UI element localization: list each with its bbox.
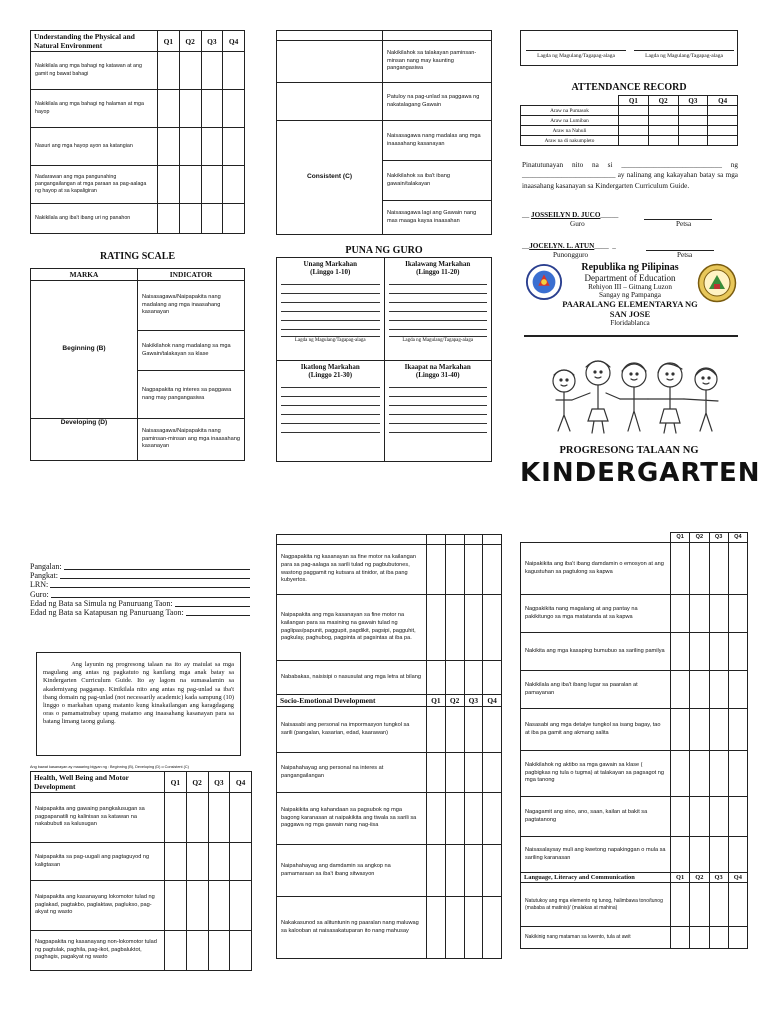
grade-cell[interactable] bbox=[728, 709, 747, 751]
department-text: Department of Education bbox=[584, 273, 676, 283]
attendance-cell[interactable] bbox=[648, 116, 678, 126]
understanding-title: Understanding the Physical and Natural Environment bbox=[31, 31, 158, 52]
indicator-text: Nakakasunod sa alituntunin ng paaralan nang maluwag sa kalooban at naisasakatuparan ito nang mahusay bbox=[277, 897, 427, 959]
quarter-header: Q2 bbox=[179, 31, 201, 52]
lrn-label: LRN: bbox=[30, 580, 49, 590]
teacher-field[interactable] bbox=[51, 590, 250, 598]
quarter-header: Q1 bbox=[158, 31, 180, 52]
grade-cell[interactable] bbox=[483, 545, 502, 595]
grade-cell[interactable] bbox=[483, 897, 502, 959]
grade-cell[interactable] bbox=[728, 797, 747, 837]
grade-cell[interactable] bbox=[690, 709, 709, 751]
student-info bbox=[30, 562, 250, 617]
teacher-date-line[interactable] bbox=[644, 211, 712, 220]
parent-signature-right[interactable]: Lagda ng Magulang/Tagapag-alaga bbox=[634, 35, 734, 59]
grade-cell[interactable] bbox=[690, 543, 709, 595]
puna-q2-weeks: (Linggo 11-20) bbox=[416, 268, 460, 277]
grade-cell[interactable] bbox=[223, 52, 245, 90]
teacher-name: JOSSEILYN D. JUCO bbox=[530, 211, 601, 219]
teacher-signer: __ JOSSEILYN D. JUCO_____ bbox=[522, 211, 619, 219]
grade-cell[interactable] bbox=[483, 661, 502, 695]
grade-cell[interactable] bbox=[230, 881, 252, 931]
grade-cell[interactable] bbox=[483, 707, 502, 753]
quarter-header: Q4 bbox=[728, 533, 747, 543]
quarter-header: Q4 bbox=[708, 96, 738, 106]
indicator-text: Nasasabi ang mga detalye tungkol sa isang bagay, tao at iba pa gamit ang akmang salita bbox=[521, 709, 671, 751]
puna-title: PUNA NG GURO bbox=[345, 245, 423, 256]
grade-cell[interactable] bbox=[223, 90, 245, 128]
grade-cell[interactable] bbox=[427, 897, 446, 959]
attendance-row-label: Araw na Nahuli bbox=[521, 126, 619, 136]
quarter-header: Q2 bbox=[445, 695, 464, 707]
grade-cell[interactable] bbox=[671, 595, 690, 633]
grade-cell[interactable] bbox=[709, 595, 728, 633]
quarter-header: Q4 bbox=[223, 31, 245, 52]
grade-cell[interactable] bbox=[671, 927, 690, 949]
attendance-cell[interactable] bbox=[708, 136, 738, 146]
quarter-header: Q3 bbox=[678, 96, 708, 106]
grade-cell[interactable] bbox=[445, 845, 464, 897]
attendance-cell[interactable] bbox=[648, 126, 678, 136]
grade-cell[interactable] bbox=[445, 595, 464, 661]
grade-cell[interactable] bbox=[464, 897, 483, 959]
grade-cell[interactable] bbox=[179, 52, 201, 90]
indicator-text: Nakikilala ang iba't ibang lugar sa paaralan at pamayanan bbox=[521, 671, 671, 709]
quarter-header: Q2 bbox=[186, 772, 208, 793]
grade-cell[interactable] bbox=[464, 753, 483, 793]
grade-cell[interactable] bbox=[728, 543, 747, 595]
grade-cell[interactable] bbox=[445, 753, 464, 793]
puna-q4 bbox=[384, 361, 492, 462]
quarter-header: Q1 bbox=[619, 96, 649, 106]
puna-q1-weeks: (Linggo 1-10) bbox=[310, 268, 351, 277]
grade-cell[interactable] bbox=[201, 166, 223, 204]
attendance-cell[interactable] bbox=[619, 116, 649, 126]
grade-cell[interactable] bbox=[709, 633, 728, 671]
motor-socio-table bbox=[276, 534, 502, 959]
grade-cell[interactable] bbox=[483, 595, 502, 661]
attendance-cell[interactable] bbox=[708, 116, 738, 126]
grade-cell[interactable] bbox=[445, 707, 464, 753]
grade-cell[interactable] bbox=[464, 845, 483, 897]
grade-cell[interactable] bbox=[158, 166, 180, 204]
grade-cell[interactable] bbox=[690, 837, 709, 873]
end-age-label: Edad ng Bata sa Katapusan ng Panuruang Taon: bbox=[30, 607, 184, 617]
indicator-text: Nakikilahok sa iba't ibang gawain/talakayan bbox=[383, 161, 492, 201]
grade-cell[interactable] bbox=[728, 595, 747, 633]
deped-seal-logo bbox=[525, 263, 563, 301]
grade-cell[interactable] bbox=[709, 543, 728, 595]
grade-cell[interactable] bbox=[728, 837, 747, 873]
grade-cell[interactable] bbox=[445, 661, 464, 695]
grade-cell[interactable] bbox=[201, 90, 223, 128]
attendance-cell[interactable] bbox=[678, 126, 708, 136]
grade-cell[interactable] bbox=[427, 595, 446, 661]
principal-signer: __JOCELYN. L. ATUN____ _ bbox=[522, 242, 616, 250]
grade-cell[interactable] bbox=[165, 931, 187, 971]
grade-cell[interactable] bbox=[671, 837, 690, 873]
grade-cell[interactable] bbox=[671, 709, 690, 751]
attendance-cell[interactable] bbox=[678, 136, 708, 146]
puna-table bbox=[276, 257, 492, 462]
grade-cell[interactable] bbox=[709, 837, 728, 873]
grade-cell[interactable] bbox=[671, 543, 690, 595]
attendance-row-label: Araw na Lumiban bbox=[521, 116, 619, 126]
indicator-text: Nagpapakita ng kasanayang non-lokomotor tulad ng pagtulak, paghila, pag-ikot, pagbaluktot, paghagis, pagakyat ng wasto bbox=[31, 931, 165, 971]
puna-q1 bbox=[277, 258, 385, 361]
grade-cell[interactable] bbox=[427, 793, 446, 845]
grade-cell[interactable] bbox=[165, 793, 187, 843]
grade-cell[interactable] bbox=[427, 707, 446, 753]
grade-cell[interactable] bbox=[179, 128, 201, 166]
children-illustration bbox=[546, 345, 726, 435]
developing-label: Developing (D) bbox=[31, 419, 138, 461]
indicator-text: Naipahahayag ang personal na interes at pangangailangan bbox=[277, 753, 427, 793]
name-field[interactable] bbox=[64, 562, 250, 570]
quarter-header: Q4 bbox=[728, 873, 747, 883]
quarter-header: Q3 bbox=[709, 873, 728, 883]
puna-q3 bbox=[277, 361, 385, 462]
grade-cell[interactable] bbox=[671, 633, 690, 671]
grade-cell[interactable] bbox=[427, 661, 446, 695]
grade-cell[interactable] bbox=[186, 881, 208, 931]
socio-language-table bbox=[520, 532, 748, 949]
indicator-text: Nagagamit ang sino, ano, saan, kailan at bakit sa pagtatanong bbox=[521, 797, 671, 837]
quarter-header: Q4 bbox=[230, 772, 252, 793]
principal-role: Punongguro bbox=[553, 251, 589, 259]
grade-cell[interactable] bbox=[223, 128, 245, 166]
socio-title: Socio-Emotional Development bbox=[277, 695, 427, 707]
grade-cell[interactable] bbox=[158, 204, 180, 234]
end-age-field[interactable] bbox=[186, 608, 250, 616]
grade-cell[interactable] bbox=[690, 927, 709, 949]
division-text: Sangay ng Pampanga bbox=[599, 291, 661, 299]
puna-q2 bbox=[384, 258, 492, 361]
region-text: Rehiyon III – Gitnang Luzon bbox=[588, 283, 672, 291]
indicator-text: Naipapakita ang mga kasanayan sa fine motor na kailangan para sa masining na gawain tulad ng paglipas/papunit, paggupit, pagdikit, pagsipi, pagguhit, pagkulay, paghubog, pagpinta at pagsintas at iba pa. bbox=[277, 595, 427, 661]
puna-q4-weeks: (Linggo 31-40) bbox=[415, 371, 460, 380]
school-seal-logo bbox=[697, 263, 737, 303]
indicator-text: Naisasalaysay muli ang kwetong napakinggan o mula sa sariling karanasan bbox=[521, 837, 671, 873]
quarter-header: Q3 bbox=[709, 533, 728, 543]
grade-cell[interactable] bbox=[179, 90, 201, 128]
quarter-header: Q1 bbox=[671, 533, 690, 543]
date-label: Petsa bbox=[677, 251, 693, 259]
attendance-cell[interactable] bbox=[648, 106, 678, 116]
principal-date-line[interactable] bbox=[646, 242, 714, 251]
attendance-cell[interactable] bbox=[678, 116, 708, 126]
grade-cell[interactable] bbox=[709, 709, 728, 751]
grade-cell[interactable] bbox=[445, 897, 464, 959]
indicator-text: Naisasagawa lagi ang Gawain nang mas maaga kaysa inaasahan bbox=[383, 201, 492, 235]
grade-cell[interactable] bbox=[230, 931, 252, 971]
indicator-text: Nakikilahok nang madalang sa mga Gawain/talakayan sa klase bbox=[138, 331, 245, 371]
indicator-text: Nadarawan ang mga pangunahing pangangailangan at mga paraan sa pag-aalaga ng hayop at sa kapaligiran bbox=[31, 166, 158, 204]
grade-cell[interactable] bbox=[158, 52, 180, 90]
health-table bbox=[30, 771, 252, 971]
name-label: Pangalan: bbox=[30, 562, 62, 571]
grade-cell[interactable] bbox=[165, 881, 187, 931]
teacher-label: Guro: bbox=[30, 589, 49, 599]
parent-signature-box bbox=[520, 30, 738, 66]
grade-cell[interactable] bbox=[186, 931, 208, 971]
grade-cell[interactable] bbox=[230, 843, 252, 881]
school-header bbox=[560, 262, 700, 327]
grade-cell[interactable] bbox=[179, 204, 201, 234]
marka-header: MARKA bbox=[31, 269, 138, 281]
grade-cell[interactable] bbox=[464, 661, 483, 695]
grade-cell[interactable] bbox=[445, 545, 464, 595]
grade-cell[interactable] bbox=[201, 204, 223, 234]
indicator-text: Naipakikita ang kahandaan sa pagsubok ng mga bagong karanasan at naipakikita ang tiwala sa sarili sa paggawa ng mga gawain nang nag-iisa bbox=[277, 793, 427, 845]
grade-cell[interactable] bbox=[445, 793, 464, 845]
grade-cell[interactable] bbox=[690, 671, 709, 709]
grade-cell[interactable] bbox=[427, 845, 446, 897]
grade-cell[interactable] bbox=[690, 595, 709, 633]
grade-cell[interactable] bbox=[208, 793, 230, 843]
grade-cell[interactable] bbox=[671, 751, 690, 797]
grade-cell[interactable] bbox=[201, 52, 223, 90]
purpose-statement: Ang layunin ng progresong talaan na ito ay maiulat sa mga magulang ang antas ng pagkatuto ng kanilang mga anak batay sa Kindergarten Curriculum Guide. Ito ay lagom na sumasalamin sa akademiyang pagganap. Kinikilala nito ang antas ng pag-unlad sa iba't ibang domain ng pag-unlad (not necessarily academic) kada sampung (10) linggo o markahan upang matanto kung kinakailangan ang karagdagang oras o pamamatnubay upang matamo ang inaasahang kasanayan para sa batang limang taong gulang. bbox=[36, 652, 241, 756]
grade-cell[interactable] bbox=[709, 927, 728, 949]
indicator-text: Nakikinig nang mataman sa kwento, tula at awit bbox=[521, 927, 671, 949]
grade-cell[interactable] bbox=[728, 633, 747, 671]
certification-text: Pinatutunayan nito na si ____________________________ ng __________________________ ay nalinang ang kakayahan batay sa mga inaasahang kasanayan sa Kindergarten Curriculum Guide. bbox=[522, 161, 738, 190]
indicator-text: Nakikilahok sa talakayan paminsan-minsan nang may kaunting pangangasiwa bbox=[383, 41, 492, 83]
grade-cell[interactable] bbox=[709, 797, 728, 837]
indicator-text: Naisasabi ang personal na impormasyon tungkol sa sarili (pangalan, kasarian, edad, kaarawan) bbox=[277, 707, 427, 753]
indicator-text: Naisasagawa/Naipapakita nang madalang ang mga inaasahang kasanayan bbox=[138, 281, 245, 331]
attendance-cell[interactable] bbox=[708, 126, 738, 136]
town-text: Floridablanca bbox=[610, 319, 650, 327]
grade-cell[interactable] bbox=[728, 671, 747, 709]
puna-signature-label: Lagda ng Magulang/Tagapag-alaga bbox=[281, 336, 380, 343]
grade-cell[interactable] bbox=[671, 797, 690, 837]
indicator-text: Nakikilala ang mga bahagi ng halaman at mga hayop bbox=[31, 90, 158, 128]
beginning-label: Beginning (B) bbox=[31, 281, 138, 419]
grade-cell[interactable] bbox=[728, 927, 747, 949]
language-title: Language, Literacy and Communication bbox=[521, 873, 671, 883]
attendance-row-label: Araw na di nakumpleto bbox=[521, 136, 619, 146]
consistent-table bbox=[276, 30, 492, 235]
kindergarten-title: KINDERGARTEN bbox=[520, 458, 761, 488]
grade-cell[interactable] bbox=[208, 843, 230, 881]
indicator-text: Naipapakita ang kasanayang lokomotor tulad ng paglakad, pagtakbo, paglaktaw, paglukso, pag-akyat ng wasto bbox=[31, 881, 165, 931]
consistent-label: Consistent (C) bbox=[277, 121, 383, 235]
grade-cell[interactable] bbox=[464, 595, 483, 661]
attendance-cell[interactable] bbox=[678, 106, 708, 116]
grade-cell[interactable] bbox=[223, 166, 245, 204]
attendance-row-label: Araw na Pumasok bbox=[521, 106, 619, 116]
grade-cell[interactable] bbox=[464, 545, 483, 595]
quarter-header: Q2 bbox=[690, 873, 709, 883]
quarter-header: Q2 bbox=[690, 533, 709, 543]
grade-cell[interactable] bbox=[690, 633, 709, 671]
quarter-header: Q1 bbox=[671, 873, 690, 883]
indicator-text: Nagpapakita ng interes sa paggawa nang may pangangasiwa bbox=[138, 371, 245, 419]
grade-cell[interactable] bbox=[165, 843, 187, 881]
grade-cell[interactable] bbox=[709, 671, 728, 709]
grade-cell[interactable] bbox=[690, 797, 709, 837]
rating-legend: Ang bawat kasanayan ay maaaring bigyan ng : Beginning (B), Developing (D) o Consistent (C) bbox=[30, 765, 189, 769]
indicator-text: Natutukoy ang mga elemento ng tunog, halimbawa tono/tunog (mababa at matinis)/ (malakas at mahina) bbox=[521, 883, 671, 927]
indicator-text: Nakikilala ang iba't ibang uri ng panahon bbox=[31, 204, 158, 234]
attendance-table bbox=[520, 95, 738, 146]
grade-cell[interactable] bbox=[186, 843, 208, 881]
indicator-text: Naipahahayag ang damdamin sa angkop na pamamaraan sa iba't ibang sitwasyon bbox=[277, 845, 427, 897]
indicator-text: Naipapakita sa pag-uugali ang pagtaguyod ng kaligtasan bbox=[31, 843, 165, 881]
attendance-cell[interactable] bbox=[708, 106, 738, 116]
indicator-text: Patuloy na pag-unlad sa paggawa ng nakatalagang Gawain bbox=[383, 83, 492, 121]
grade-cell[interactable] bbox=[158, 90, 180, 128]
grade-cell[interactable] bbox=[464, 793, 483, 845]
quarter-header: Q1 bbox=[165, 772, 187, 793]
grade-cell[interactable] bbox=[671, 883, 690, 927]
puna-q3-weeks: (Linggo 21-30) bbox=[308, 371, 353, 380]
grade-cell[interactable] bbox=[223, 204, 245, 234]
parent-signature-left[interactable]: Lagda ng Magulang/Tagapag-alaga bbox=[526, 35, 626, 59]
date-label: Petsa bbox=[676, 220, 692, 228]
grade-cell[interactable] bbox=[690, 883, 709, 927]
grade-cell[interactable] bbox=[690, 751, 709, 797]
republic-text: Republika ng Pilipinas bbox=[581, 262, 679, 273]
puna-q2-title: Ikalawang Markahan bbox=[405, 260, 471, 268]
attendance-cell[interactable] bbox=[619, 106, 649, 116]
grade-cell[interactable] bbox=[201, 128, 223, 166]
grade-cell[interactable] bbox=[728, 751, 747, 797]
indicator-text: Nasuri ang mga hayop ayon sa katangian bbox=[31, 128, 158, 166]
lrn-field[interactable] bbox=[50, 580, 250, 588]
grade-cell[interactable] bbox=[483, 845, 502, 897]
grade-cell[interactable] bbox=[728, 883, 747, 927]
indicator-text: Naipakikita ang iba't ibang damdamin o emosyon at ang kagustuhan sa pagtulong sa kapwa bbox=[521, 543, 671, 595]
header-divider bbox=[524, 335, 738, 337]
indicator-header: INDICATOR bbox=[138, 269, 245, 281]
attendance-cell[interactable] bbox=[619, 136, 649, 146]
quarter-header: Q3 bbox=[464, 695, 483, 707]
indicator-text: Nagpakikita nang magalang at ang pantay na pakikitungo sa mga matatanda at sa kapwa bbox=[521, 595, 671, 633]
section-label: Pangkat: bbox=[30, 571, 58, 581]
rating-scale-title: RATING SCALE bbox=[99, 251, 176, 262]
quarter-header: Q4 bbox=[483, 695, 502, 707]
teacher-role: Guro bbox=[570, 220, 585, 228]
attendance-cell[interactable] bbox=[648, 136, 678, 146]
section-field[interactable] bbox=[60, 571, 250, 579]
grade-cell[interactable] bbox=[483, 753, 502, 793]
quarter-header: Q1 bbox=[427, 695, 446, 707]
puna-signature-label: Lagda ng Magulang/Tagapag-alaga bbox=[389, 336, 488, 343]
grade-cell[interactable] bbox=[208, 881, 230, 931]
indicator-text: Naisasagawa nang madalas ang mga inaasahang kasanayan bbox=[383, 121, 492, 161]
progress-report-title: PROGRESONG TALAAN NG bbox=[559, 445, 699, 456]
grade-cell[interactable] bbox=[186, 793, 208, 843]
attendance-title: ATTENDANCE RECORD bbox=[571, 82, 687, 93]
understanding-table bbox=[30, 30, 245, 234]
indicator-text: Nakikita ang mga kasaping bumubuo sa sariling pamilya bbox=[521, 633, 671, 671]
health-title: Health, Well Being and Motor Development bbox=[31, 772, 165, 793]
grade-cell[interactable] bbox=[179, 166, 201, 204]
indicator-text: Nababakas, naisisipi o nasusulat ang mga letra at bilang bbox=[277, 661, 427, 695]
grade-cell[interactable] bbox=[427, 545, 446, 595]
indicator-text: Nakikilala ang mga bahagi ng katawan at ang gamit ng bawat bahagi bbox=[31, 52, 158, 90]
principal-name: JOCELYN. L. ATUN bbox=[529, 242, 595, 250]
indicator-text: Nagpapakita ng kasanayan sa fine motor na kailangan para sa pag-aalaga sa sarili tulad ng pagbubutones, wastong paggamit ng kutsara at tinidor, at iba pang kubyertos. bbox=[277, 545, 427, 595]
quarter-header: Q2 bbox=[648, 96, 678, 106]
school-name: PAARALANG ELEMENTARYA NG SAN JOSE bbox=[562, 299, 698, 319]
start-age-field[interactable] bbox=[175, 599, 250, 607]
puna-q3-title: Ikatlong Markahan bbox=[300, 363, 360, 371]
grade-cell[interactable] bbox=[464, 707, 483, 753]
grade-cell[interactable] bbox=[230, 793, 252, 843]
grade-cell[interactable] bbox=[483, 793, 502, 845]
indicator-text: Naipapakita ang gawaing pangkalusugan sa pagpapanatili ng kalinisan sa katawan na nakabubuti sa kalusugan bbox=[31, 793, 165, 843]
grade-cell[interactable] bbox=[208, 931, 230, 971]
indicator-text: Naisasagawa/Naipapakita nang paminsan-minsan ang mga inaasahang kasanayan bbox=[138, 419, 245, 461]
start-age-label: Edad ng Bata sa Simula ng Panuruang Taon: bbox=[30, 598, 173, 608]
grade-cell[interactable] bbox=[427, 753, 446, 793]
rating-scale-table bbox=[30, 268, 245, 461]
attendance-cell[interactable] bbox=[619, 126, 649, 136]
grade-cell[interactable] bbox=[671, 671, 690, 709]
grade-cell[interactable] bbox=[709, 751, 728, 797]
puna-q4-title: Ikaapat na Markahan bbox=[404, 363, 471, 371]
grade-cell[interactable] bbox=[158, 128, 180, 166]
grade-cell[interactable] bbox=[709, 883, 728, 927]
quarter-header: Q3 bbox=[208, 772, 230, 793]
puna-q1-title: Unang Markahan bbox=[303, 260, 357, 268]
quarter-header: Q3 bbox=[201, 31, 223, 52]
indicator-text: Nakikilahok ng aktibo sa mga gawain sa klase ( pagbigkas ng tula o tugma) at talakayan sa pagsagot ng mga tanong bbox=[521, 751, 671, 797]
